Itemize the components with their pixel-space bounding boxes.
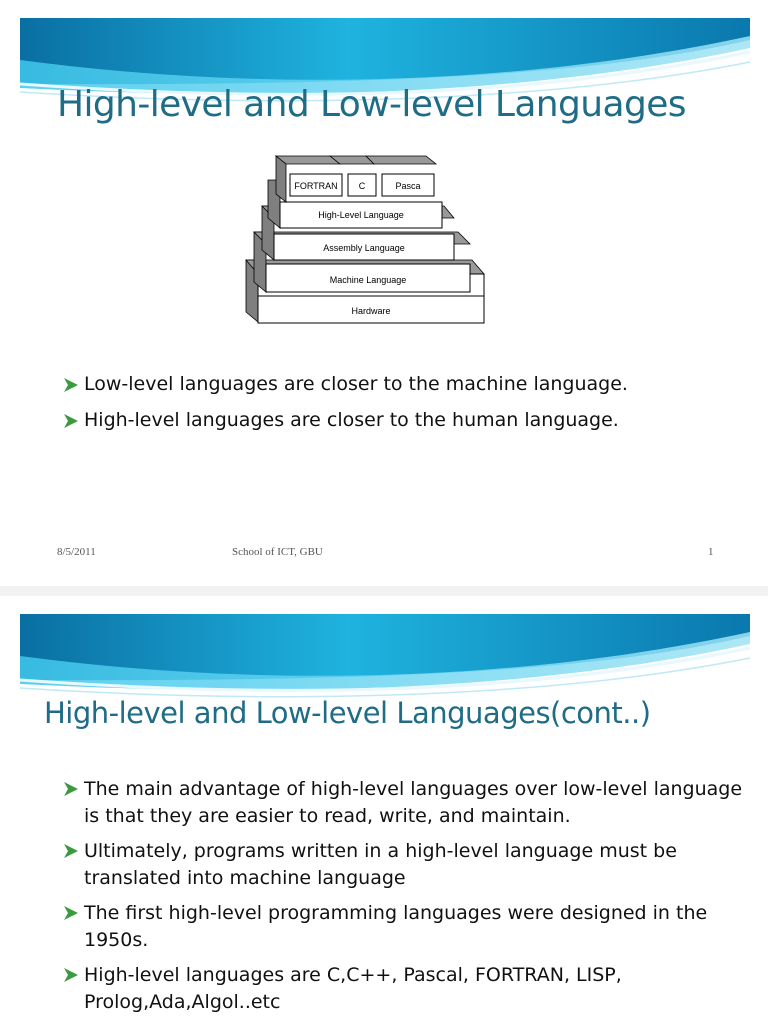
language-fortran: FORTRAN: [294, 181, 338, 191]
language-layers-diagram: [240, 150, 500, 335]
layer-label-machine: Machine Language: [329, 275, 407, 285]
list-item: [60, 776, 750, 830]
bullet-text: Low-level languages are closer to the machine language.: [84, 373, 628, 395]
slide-separator: [0, 586, 768, 596]
language-pascal: Pasca: [395, 181, 421, 191]
slide-title: High-level and Low-level Languages: [57, 84, 686, 125]
footer-date: 8/5/2011: [57, 546, 96, 558]
layer-label-assembly: Assembly Language: [323, 243, 405, 253]
layer-label-high-level: High-Level Language: [318, 210, 404, 220]
list-item: [60, 372, 760, 396]
bullet-text: Ultimately, programs written in a high-level language must be translated into machine language: [84, 840, 677, 889]
arrow-bullet-icon: [62, 904, 80, 922]
footer-page-number: 1: [708, 546, 714, 558]
bullet-text: High-level languages are C,C++, Pascal, FORTRAN, LISP, Prolog,Ada,Algol..etc: [84, 964, 622, 1013]
slide-title: High-level and Low-level Languages(cont..): [44, 696, 651, 730]
bullet-text: The main advantage of high-level languages over low-level language is that they are easier to read, write, and maintain.: [84, 778, 743, 827]
bullet-list: [60, 372, 760, 444]
list-item: [60, 838, 750, 892]
arrow-bullet-icon: [62, 376, 80, 394]
bullet-text: High-level languages are closer to the human language.: [84, 409, 619, 431]
bullet-text: The first high-level programming languages were designed in the 1950s.: [84, 902, 708, 951]
bullet-list: [60, 776, 750, 1024]
list-item: [60, 900, 750, 954]
arrow-bullet-icon: [62, 780, 80, 798]
arrow-bullet-icon: [62, 412, 80, 430]
footer-school: School of ICT, GBU: [232, 546, 323, 558]
language-c: C: [358, 181, 366, 191]
list-item: [60, 408, 760, 432]
layer-label-hardware: Hardware: [351, 306, 391, 316]
arrow-bullet-icon: [62, 842, 80, 860]
slide-2: [0, 596, 768, 1024]
arrow-bullet-icon: [62, 966, 80, 984]
list-item: [60, 962, 750, 1016]
language-boxes: [276, 156, 436, 202]
